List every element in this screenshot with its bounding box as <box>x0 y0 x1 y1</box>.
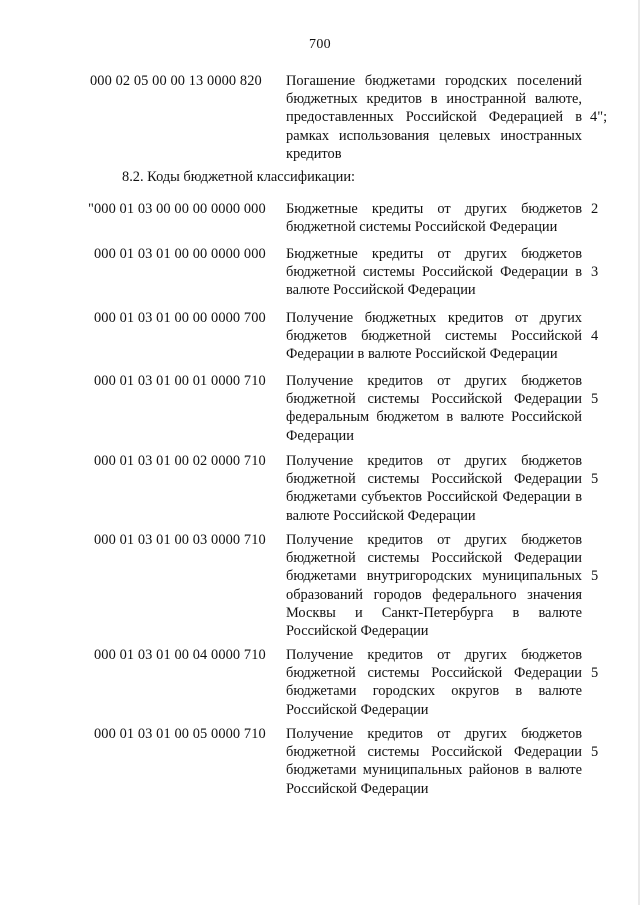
budget-code: 000 01 03 01 00 00 0000 700 <box>94 310 266 326</box>
level-number: 5 <box>591 744 599 760</box>
section-heading: 8.2. Коды бюджетной классификации: <box>122 169 356 185</box>
budget-code: 000 01 03 01 00 01 0000 710 <box>94 373 266 389</box>
level-number: 4"; <box>590 109 608 125</box>
budget-description: Получение кредитов от других бюджетов бюджетной системы Российской Федерации бюджетами внутригородских муниципальных образований городов федерального значения Москвы и Санкт-Петербурга в валюте Российской Федерации <box>286 532 582 640</box>
level-number: 5 <box>591 391 599 407</box>
budget-description: Получение кредитов от других бюджетов бюджетной системы Российской Федерации бюджетами городских округов в валюте Российской Федерации <box>286 647 582 718</box>
level-number: 4 <box>591 328 599 344</box>
budget-code: "000 01 03 00 00 00 0000 000 <box>88 201 266 217</box>
level-number: 2 <box>591 201 599 217</box>
budget-description: Погашение бюджетами городских поселений бюджетных кредитов в иностранной валюте, предоставленных Российской Федерацией в рамках использования целевых иностранных кредитов <box>286 73 582 162</box>
budget-code: 000 01 03 01 00 02 0000 710 <box>94 453 266 469</box>
budget-description: Бюджетные кредиты от других бюджетов бюджетной системы Российской Федерации в валюте Российской Федерации <box>286 246 582 299</box>
budget-code: 000 01 03 01 00 04 0000 710 <box>94 647 266 663</box>
level-number: 5 <box>591 471 599 487</box>
budget-code: 000 01 03 01 00 05 0000 710 <box>94 726 266 742</box>
budget-description: Получение кредитов от других бюджетов бюджетной системы Российской Федерации бюджетами субъектов Российской Федерации в валюте Российской Федерации <box>286 453 582 524</box>
page-number: 700 <box>309 37 331 52</box>
budget-code: 000 01 03 01 00 03 0000 710 <box>94 532 266 548</box>
budget-description: Получение бюджетных кредитов от других бюджетов бюджетной системы Российской Федерации в валюте Российской Федерации <box>286 310 582 363</box>
budget-description: Бюджетные кредиты от других бюджетов бюджетной системы Российской Федерации <box>286 201 582 236</box>
budget-description: Получение кредитов от других бюджетов бюджетной системы Российской Федерации федеральным бюджетом в валюте Российской Федерации <box>286 373 582 444</box>
level-number: 5 <box>591 568 599 584</box>
budget-description: Получение кредитов от других бюджетов бюджетной системы Российской Федерации бюджетами муниципальных районов в валюте Российской Федерации <box>286 726 582 797</box>
level-number: 5 <box>591 665 599 681</box>
budget-code: 000 01 03 01 00 00 0000 000 <box>94 246 266 262</box>
budget-code: 000 02 05 00 00 13 0000 820 <box>90 73 262 89</box>
level-number: 3 <box>591 264 599 280</box>
